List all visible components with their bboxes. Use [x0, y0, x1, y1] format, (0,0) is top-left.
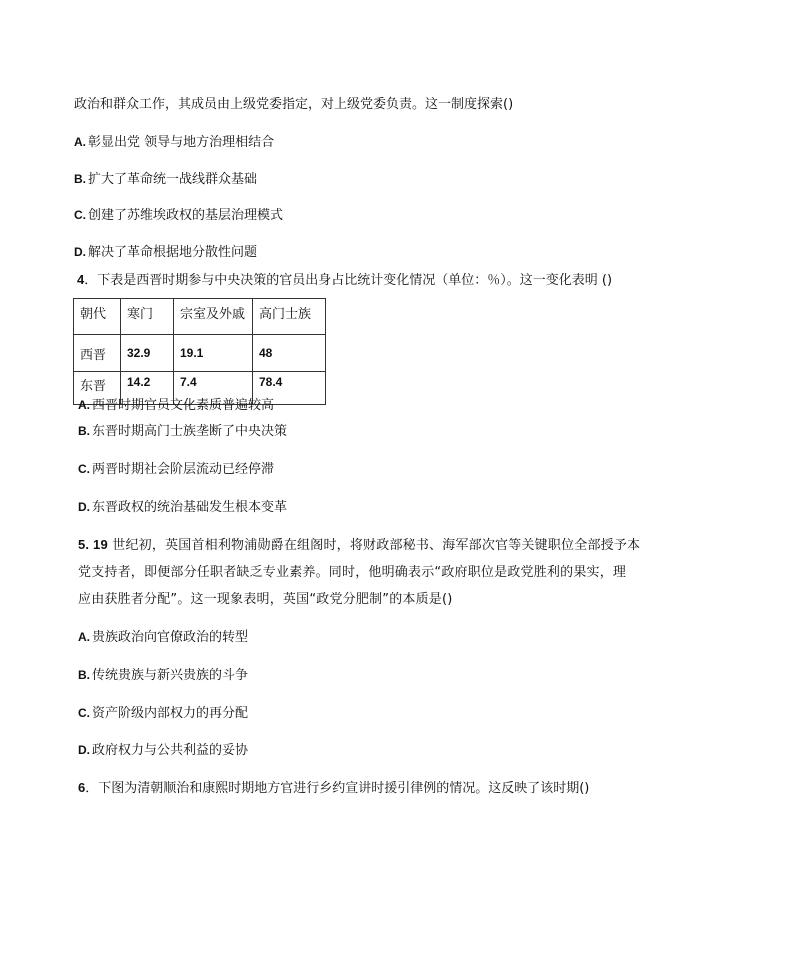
- table-header-cell: 朝代: [74, 299, 121, 335]
- option-letter: C.: [74, 208, 86, 222]
- table-cell-value: 32.9: [121, 335, 174, 372]
- option-text: 解决了革命根据地分散性问题: [88, 245, 258, 260]
- option-text: 资产阶级内部权力的再分配: [92, 706, 249, 721]
- table-row: [74, 335, 326, 372]
- table-header-cell: 宗室及外戚: [174, 299, 253, 335]
- option-text: 扩大了革命统一战线群众基础: [88, 172, 258, 187]
- table-cell-value: 48: [253, 335, 326, 372]
- option-text: 政府权力与公共利益的妥协: [92, 743, 249, 758]
- question-5-line-2: 党支持者，即便部分任职者缺乏专业素养。同时，他明确表示“政府职位是政党胜利的果实，理: [78, 565, 627, 580]
- option-text: 东晋政权的统治基础发生根本变革: [92, 500, 288, 515]
- option-letter: D.: [74, 245, 86, 259]
- option-text: 东晋时期高门士族垄断了中央决策: [92, 424, 288, 439]
- q5-option-c: [78, 704, 248, 723]
- question-5-line-3: 应由获胜者分配”。这一现象表明，英国“政党分肥制”的本质是(): [78, 592, 453, 607]
- q4-option-d: [78, 498, 287, 517]
- option-letter: D.: [78, 743, 90, 757]
- table-cell-value: 14.2: [121, 372, 174, 405]
- option-letter: B.: [78, 424, 90, 438]
- question-text: ．下图为清朝顺治和康熙时期地方官进行乡约宣讲时援引律例的情况。这反映了该时期(): [85, 781, 590, 796]
- question-number: 4: [77, 272, 85, 287]
- table-cell-value: 19.1: [174, 335, 253, 372]
- table-header-cell: 寒门: [121, 299, 174, 335]
- q4-option-c: [78, 460, 274, 479]
- question-text: 世纪初，英国首相利物浦勋爵在组阁时，将财政部秘书、海军部次官等关键职位全部授予本: [107, 538, 641, 553]
- option-letter: A.: [78, 398, 90, 412]
- option-text: 创建了苏维埃政权的基层治理模式: [88, 208, 284, 223]
- table-header-row: [74, 299, 326, 335]
- option-text: 西晋时期官员文化素质普遍较高: [92, 398, 275, 413]
- table-cell-dynasty: 东晋: [74, 372, 121, 405]
- question-text: ．下表是西晋时期参与中央决策的官员出身占比统计变化情况（单位：％）。这一变化表明 (): [84, 273, 613, 288]
- option-text: 彰显出党 领导与地方治理相结合: [88, 135, 275, 150]
- question-5-line-1: [78, 536, 640, 555]
- option-text: 贵族政治向官僚政治的转型: [92, 630, 249, 645]
- table-header-cell: 高门士族: [253, 299, 326, 335]
- option-letter: B.: [78, 668, 90, 682]
- option-letter: D.: [78, 500, 90, 514]
- question-4-stem: [77, 271, 612, 290]
- q4-option-a: [78, 396, 274, 415]
- table-cell-value: 7.4: [174, 372, 253, 405]
- q5-option-b: [78, 666, 248, 685]
- q3-option-b: [74, 170, 257, 189]
- q3-option-d: [74, 243, 257, 262]
- question-number: 5. 19: [78, 537, 108, 552]
- option-text: 传统贵族与新兴贵族的斗争: [92, 668, 249, 683]
- official-origin-table: [73, 298, 326, 405]
- option-letter: A.: [74, 135, 86, 149]
- option-text: 两晋时期社会阶层流动已经停滞: [92, 462, 275, 477]
- option-letter: C.: [78, 462, 90, 476]
- q3-option-a: [74, 133, 274, 152]
- option-letter: B.: [74, 172, 86, 186]
- q4-option-b: [78, 422, 287, 441]
- q5-option-a: [78, 628, 248, 647]
- q5-option-d: [78, 741, 248, 760]
- q3-option-c: [74, 206, 283, 225]
- question-6-stem: [78, 779, 589, 798]
- option-letter: A.: [78, 630, 90, 644]
- table-cell-value: 78.4: [253, 372, 326, 405]
- question-3-stem-tail: 政治和群众工作，其成员由上级党委指定，对上级党委负责。这一制度探索(): [74, 97, 514, 112]
- table-cell-dynasty: 西晋: [74, 335, 121, 372]
- question-number: 6: [78, 780, 86, 795]
- option-letter: C.: [78, 706, 90, 720]
